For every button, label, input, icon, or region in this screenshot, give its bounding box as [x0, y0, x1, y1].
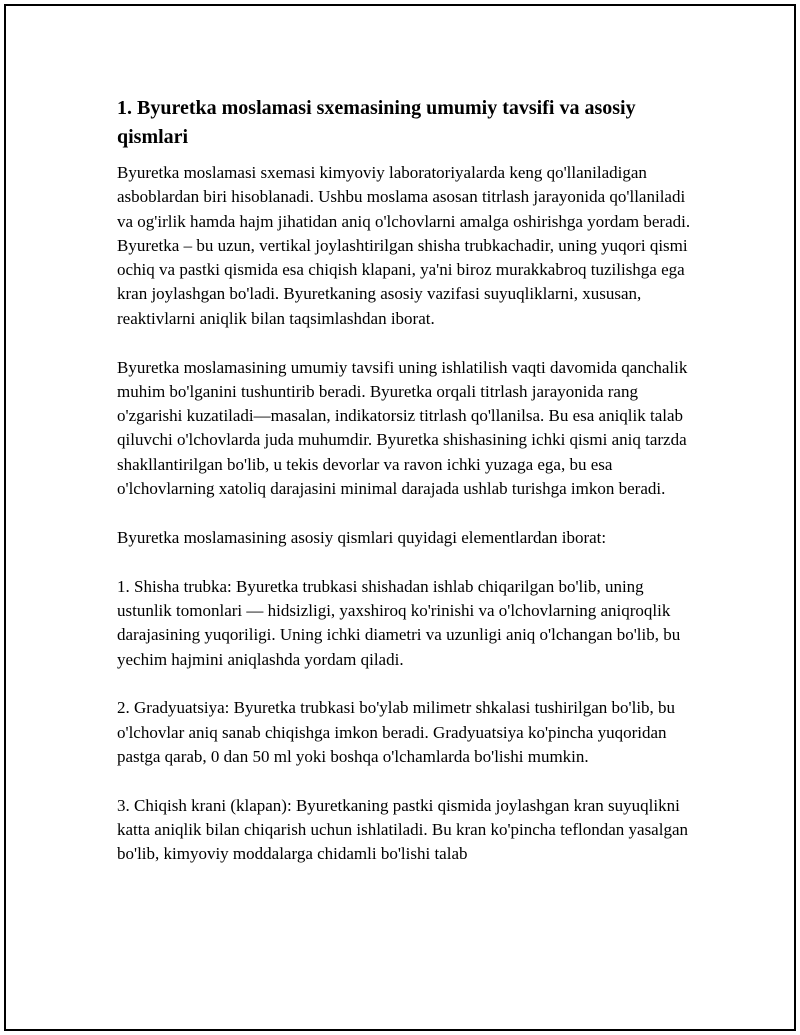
paragraph-graduation: 2. Gradyuatsiya: Byuretka trubkasi bo'ylab milimetr shkalasi tushirilgan bo'lib, bu o'lchovlar aniq sanab chiqishga imkon beradi. Gradyuatsiya ko'pincha yuqoridan pastga qarab, 0 dan 50 ml yoki boshqa o'lchamlarda bo'lishi mumkin.	[117, 698, 676, 766]
paragraph-description: Byuretka moslamasining umumiy tavsifi uning ishlatilish vaqti davomida qanchalik muhim bo'lganini tushuntirib beradi. Byuretka orqali titrlash jarayonida rang o'zgarishi kuzatiladi—masalan, indikatorsiz titrlash qo'llanilsa. Bu esa aniqlik talab qiluvchi o'lchovlarda juda muhumdir. Byuretka shishasining ichki qismi aniq tarzda shakllantirilgan bo'lib, u tekis devorlar va ravon ichki yuzaga ega, bu esa o'lchovlarning xatoliq darajasini minimal darajada ushlab turishga imkon beradi.	[117, 357, 688, 499]
paragraph-outlet-valve: 3. Chiqish krani (klapan): Byuretkaning pastki qismida joylashgan kran suyuqlikni katta aniqlik bilan chiqarish uchun ishlatiladi. Bu kran ko'pincha teflondan yasalgan bo'lib, kimyoviy moddalarga chidamli bo'lishi talab	[117, 795, 688, 864]
paragraph-parts-intro: Byuretka moslamasining asosiy qismlari quyidagi elementlardan iborat:	[117, 527, 607, 547]
document-body	[117, 94, 697, 891]
paragraph-glass-tube: 1. Shisha trubka: Byuretka trubkasi shishadan ishlab chiqarilgan bo'lib, uning ustunlik tomonlari — hidsizligi, yaxshiroq ko'rinishi va o'lchovlarning aniqroqlik darajasining yuqoriligi. Uning ichki diametri va uzunligi aniq o'lchangan bo'lib, bu yechim hajmini aniqlashda yordam qiladi.	[117, 576, 681, 669]
section-heading: 1. Byuretka moslamasi sxemasining umumiy tavsifi va asosiy qismlari	[117, 97, 636, 148]
paragraph-intro: Byuretka moslamasi sxemasi kimyoviy laboratoriyalarda keng qo'llaniladigan asboblardan biri hisoblanadi. Ushbu moslama asosan titrlash jarayonida qo'llaniladi va og'irlik hamda hajm jihatidan aniq o'lchovlarni amalga oshirishga yordam beradi. Byuretka – bu uzun, vertikal joylashtirilgan shisha trubkachadir, uning yuqori qismi ochiq va pastki qismida esa chiqish klapani, ya'ni biroz murakkabroq tuzilishga ega kran joylashgan bo'ladi. Byuretkaning asosiy vazifasi suyuqliklarni, xususan, reaktivlarni aniqlik bilan taqsimlashdan iborat.	[117, 163, 691, 328]
